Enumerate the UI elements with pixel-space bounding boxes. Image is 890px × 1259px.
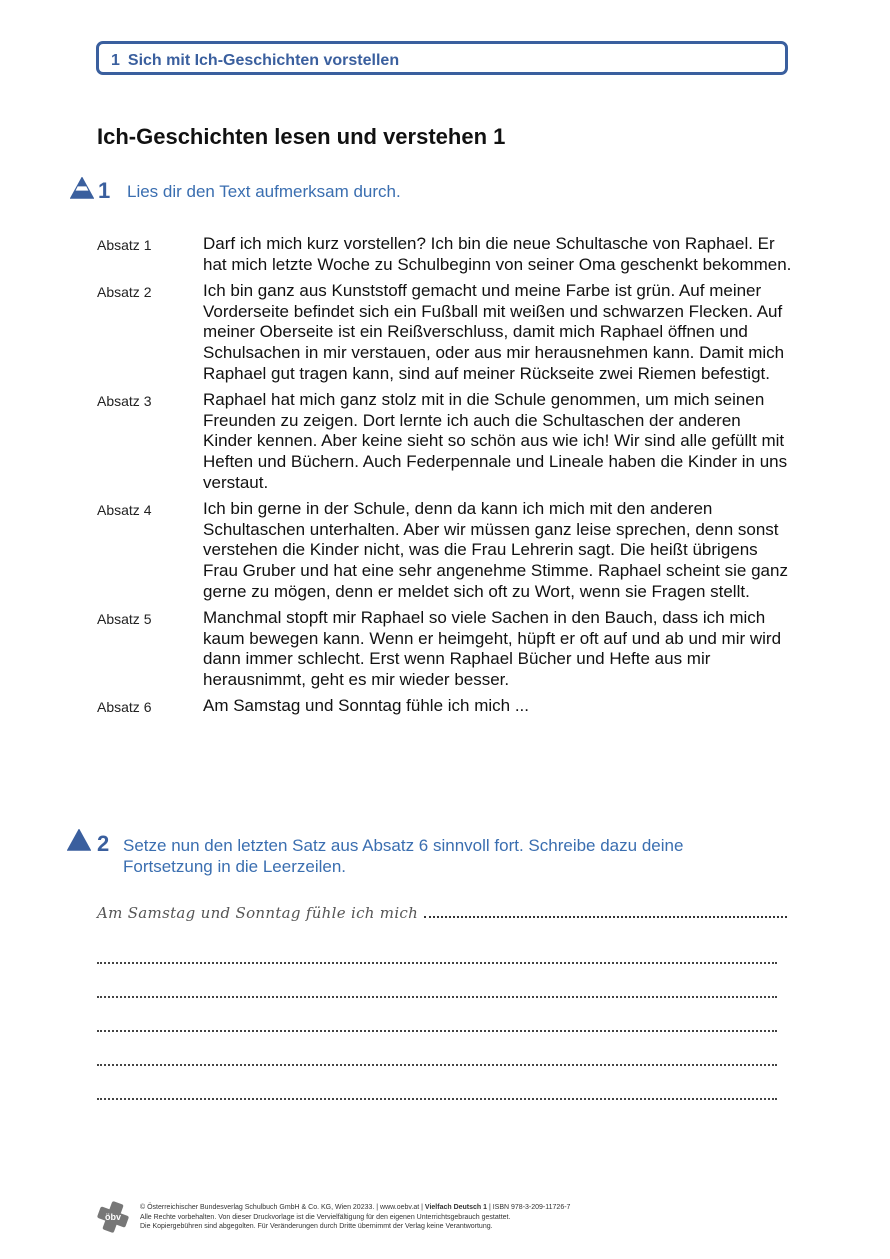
answer-line-prefilled[interactable] — [97, 904, 787, 930]
answer-line[interactable] — [97, 964, 777, 998]
footer-copyright: © Österreichischer Bundesverlag Schulbuch GmbH & Co. KG, Wien 20233. | www.oebv.at | — [140, 1204, 425, 1211]
paragraph-label: Absatz 3 — [97, 393, 152, 410]
difficulty-pyramid-icon — [67, 829, 91, 851]
paragraph-row — [97, 499, 797, 602]
answer-line[interactable] — [97, 998, 777, 1032]
answer-lines — [97, 904, 787, 1100]
task-2-number: 2 — [97, 831, 110, 856]
chapter-number: 1 — [111, 52, 120, 69]
paragraph-row — [97, 608, 797, 690]
paragraph-label: Absatz 6 — [97, 699, 152, 716]
task-2-instruction: Setze nun den letzten Satz aus Absatz 6 sinnvoll fort. Schreibe dazu deine Fortsetzung in die Leerzeilen. — [123, 836, 684, 876]
footer-isbn: | ISBN 978-3-209-11726-7 — [487, 1204, 571, 1211]
paragraph-row — [97, 390, 797, 493]
footer-line-3: Die Kopiergebühren sind abgegolten. Für Veränderungen durch Dritte übernimmt der Verlag keine Verantwortung. — [140, 1223, 493, 1230]
oebv-logo-icon — [96, 1200, 130, 1234]
handwritten-start: Am Samstag und Sonntag fühle ich mich — [97, 904, 419, 922]
story-paragraphs — [97, 234, 797, 723]
paragraph-text: Am Samstag und Sonntag fühle ich mich ... — [203, 696, 530, 716]
paragraph-row — [97, 234, 797, 275]
paragraph-row — [97, 696, 797, 717]
footer-book-title: Vielfach Deutsch 1 — [424, 1204, 488, 1211]
footer-legal-text — [140, 1203, 570, 1232]
paragraph-text: Manchmal stopft mir Raphael so viele Sachen in den Bauch, dass ich mich kaum bewegen kann. Wenn er heimgeht, hüpft er oft auf und ab und mir wird dann immer schlecht. Erst wenn Raphael Bücher und Hefte aus mir herausnimmt, geht es mir wieder besser. — [203, 608, 782, 689]
page-title: Ich-Geschichten lesen und verstehen 1 — [97, 124, 506, 149]
paragraph-label: Absatz 1 — [97, 237, 152, 253]
paragraph-label: Absatz 4 — [97, 502, 152, 519]
answer-line[interactable] — [97, 1066, 777, 1100]
dotted-writing-line — [424, 904, 787, 918]
footer-line-1 — [140, 1203, 570, 1213]
footer-line-2: Alle Rechte vorbehalten. Von dieser Druckvorlage ist die Vervielfältigung für den eigenen Unterrichtsgebrauch gestattet. — [140, 1213, 511, 1221]
paragraph-label: Absatz 2 — [97, 284, 152, 301]
paragraph-text: Ich bin ganz aus Kunststoff gemacht und meine Farbe ist grün. Auf meiner Vorderseite befindet sich ein Fußball mit weißen und schwarzen Flecken. Auf meiner Oberseite ist ein Reißverschluss, damit mich Raphael öffnen und Schulsachen in mir verstauen, oder aus mir herausnehmen kann. Damit mich Raphael gut tragen kann, sind auf meiner Rückseite zwei Riemen befestigt. — [203, 281, 785, 383]
paragraph-text: Darf ich mich kurz vorstellen? Ich bin die neue Schultasche von Raphael. Er hat mich letzte Woche zu Schulbeginn von seiner Oma geschenkt bekommen. — [203, 234, 792, 274]
answer-line[interactable] — [97, 1032, 777, 1066]
paragraph-label: Absatz 5 — [97, 611, 152, 628]
difficulty-pyramid-icon — [70, 177, 94, 199]
logo-text: öbv — [104, 1212, 122, 1222]
paragraph-text: Ich bin gerne in der Schule, denn da kann ich mich mit den anderen Schultaschen unterhalten. Aber wir müssen ganz leise sprechen, denn sonst verstehen die Kinder nicht, was die Frau Lehrerin sagt. Die heißt übrigens Frau Gruber und hat eine sehr angenehme Stimme. Raphael scheint sie ganz gerne zu mögen, denn er meldet sich oft zu Wort, wenn sie Fragen stellt. — [203, 499, 788, 601]
chapter-header — [96, 41, 788, 75]
paragraph-text: Raphael hat mich ganz stolz mit in die Schule genommen, um mich seinen Freunden zu zeigen. Dort lernte ich auch die Schultaschen der anderen Kinder kennen. Aber keine sieht so schön aus wie ich! Wir sind alle gefüllt mit Heften und Büchern. Auch Federpennale und Lineale haben die Kinder in uns verstaut. — [203, 390, 788, 492]
answer-line[interactable] — [97, 930, 777, 964]
task-1-instruction: Lies dir den Text aufmerksam durch. — [127, 182, 401, 201]
chapter-title — [111, 52, 399, 70]
task-1-number: 1 — [98, 178, 111, 203]
paragraph-row — [97, 281, 797, 384]
chapter-title-text: Sich mit Ich-Geschichten vorstellen — [127, 52, 400, 69]
